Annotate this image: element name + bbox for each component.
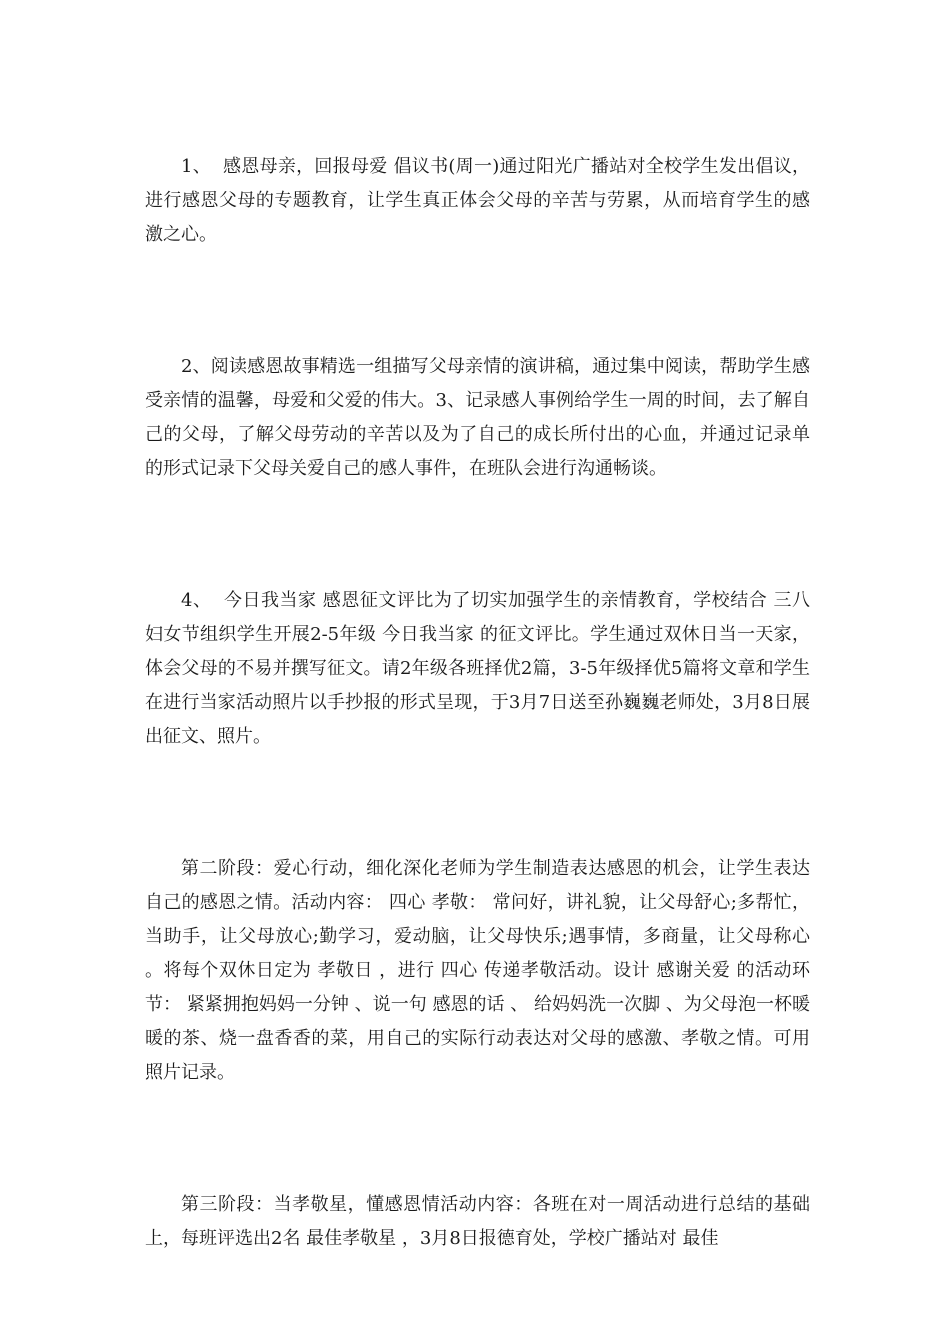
paragraph-essay-contest: 4、 今日我当家 感恩征文评比为了切实加强学生的亲情教育，学校结合 三八 妇女节组织学生开展2-5年级 今日我当家 的征文评比。学生通过双休日当一天家，体会父母的不易并撰写征文。请2年级各班择优2篇，3-5年级择优5篇将文章和学生在进行当家活动照片以手抄报的形式呈现，于3月7日送至孙巍巍老师处，3月8日展出征文、照片。: [145, 590, 816, 747]
paragraph-stage-two: 第二阶段：爱心行动，细化深化老师为学生制造表达感恩的机会，让学生表达自己的感恩之情。活动内容： 四心 孝敬： 常问好，讲礼貌，让父母舒心;多帮忙，当助手，让父母放心;勤学习，爱动脑，让父母快乐;遇事情，多商量，让父母称心 。将每个双休日定为 孝敬日 ，进行 四心 传递孝敬活动。设计 感谢关爱 的活动环节： 紧紧拥抱妈妈一分钟 、说一句 感恩的话 、 给妈妈洗一次脚 、为父母泡一杯暖暖的茶、烧一盘香香的菜，用自己的实际行动表达对父母的感激、孝敬之情。可用照片记录。: [145, 858, 816, 1083]
paragraph-stage-three: 第三阶段：当孝敬星，懂感恩情活动内容：各班在对一周活动进行总结的基础上，每班评选出2名 最佳孝敬星 ，3月8日报德育处，学校广播站对 最佳: [145, 1194, 810, 1249]
document-body: [145, 150, 816, 1256]
paragraph-reading-recording: 2、阅读感恩故事精选一组描写父母亲情的演讲稿，通过集中阅读，帮助学生感受亲情的温馨，母爱和父爱的伟大。3、记录感人事例给学生一周的时间，去了解自己的父母，了解父母劳动的辛苦以及为了自己的成长所付出的心血，并通过记录单的形式记录下父母关爱自己的感人事件，在班队会进行沟通畅谈。: [145, 356, 810, 479]
paragraph-initiative: 1、 感恩母亲，回报母爱 倡议书(周一)通过阳光广播站对全校学生发出倡议，进行感恩父母的专题教育，让学生真正体会父母的辛苦与劳累，从而培育学生的感激之心。: [145, 156, 810, 245]
